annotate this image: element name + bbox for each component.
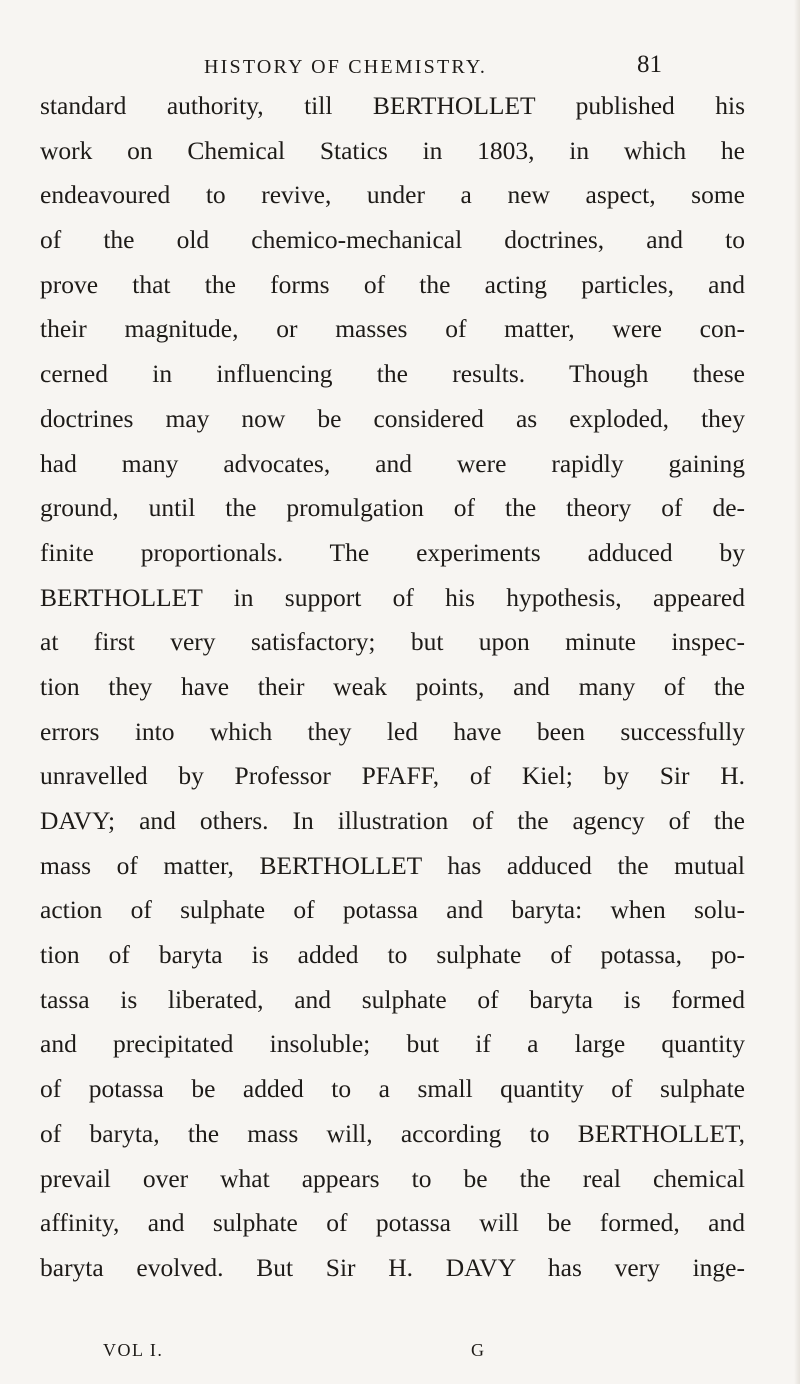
text-line: had many advocates, and were rapidly gaining (40, 448, 745, 478)
page-edge-shadow (794, 0, 800, 1384)
signature-mark: G (471, 1340, 484, 1360)
text-line: endeavoured to revive, under a new aspect, some (40, 180, 745, 210)
text-line: tion they have their weak points, and many of the (40, 671, 745, 701)
text-line: tassa is liberated, and sulphate of baryta is formed (40, 984, 745, 1014)
text-line: action of sulphate of potassa and baryta: when solu- (40, 895, 745, 925)
text-line: of the old chemico-mechanical doctrines, and to (40, 225, 745, 255)
text-line: BERTHOLLET in support of his hypothesis, appeared (40, 582, 745, 612)
text-line: of baryta, the mass will, according to BERTHOLLET, (40, 1118, 745, 1148)
text-line: tion of baryta is added to sulphate of potassa, po- (40, 940, 745, 970)
text-line: DAVY; and others. In illustration of the agency of the (40, 806, 745, 835)
text-line: errors into which they led have been successfully (40, 716, 745, 746)
text-line: at first very satisfactory; but upon minute inspec- (40, 627, 745, 657)
text-line: standard authority, till BERTHOLLET published his (40, 91, 745, 120)
text-line: their magnitude, or masses of matter, were con- (40, 314, 745, 344)
text-line: work on Chemical Statics in 1803, in which he (40, 135, 745, 165)
running-head: HISTORY OF CHEMISTRY. (204, 56, 488, 78)
text-line: and precipitated insoluble; but if a large quantity (40, 1029, 745, 1059)
text-line: of potassa be added to a small quantity of sulphate (40, 1074, 745, 1104)
page-number: 81 (637, 51, 662, 78)
text-line: baryta evolved. But Sir H. DAVY has very inge- (40, 1252, 745, 1282)
text-line: prevail over what appears to be the real chemical (40, 1163, 745, 1193)
text-line: finite proportionals. The experiments adduced by (40, 537, 745, 567)
text-line: affinity, and sulphate of potassa will be formed, and (40, 1208, 745, 1238)
text-line: cerned in influencing the results. Though these (40, 359, 745, 389)
text-line: mass of matter, BERTHOLLET has adduced the mutual (40, 850, 745, 880)
text-line: doctrines may now be considered as exploded, they (40, 403, 745, 433)
page-footer (0, 1336, 800, 1364)
text-line: ground, until the promulgation of the theory of de- (40, 493, 745, 523)
signature-volume: VOL I. (103, 1340, 164, 1360)
text-line: prove that the forms of the acting particles, and (40, 269, 745, 299)
page-header (0, 52, 800, 82)
text-line: unravelled by Professor PFAFF, of Kiel; by Sir H. (40, 761, 745, 791)
body-text (40, 84, 745, 1291)
